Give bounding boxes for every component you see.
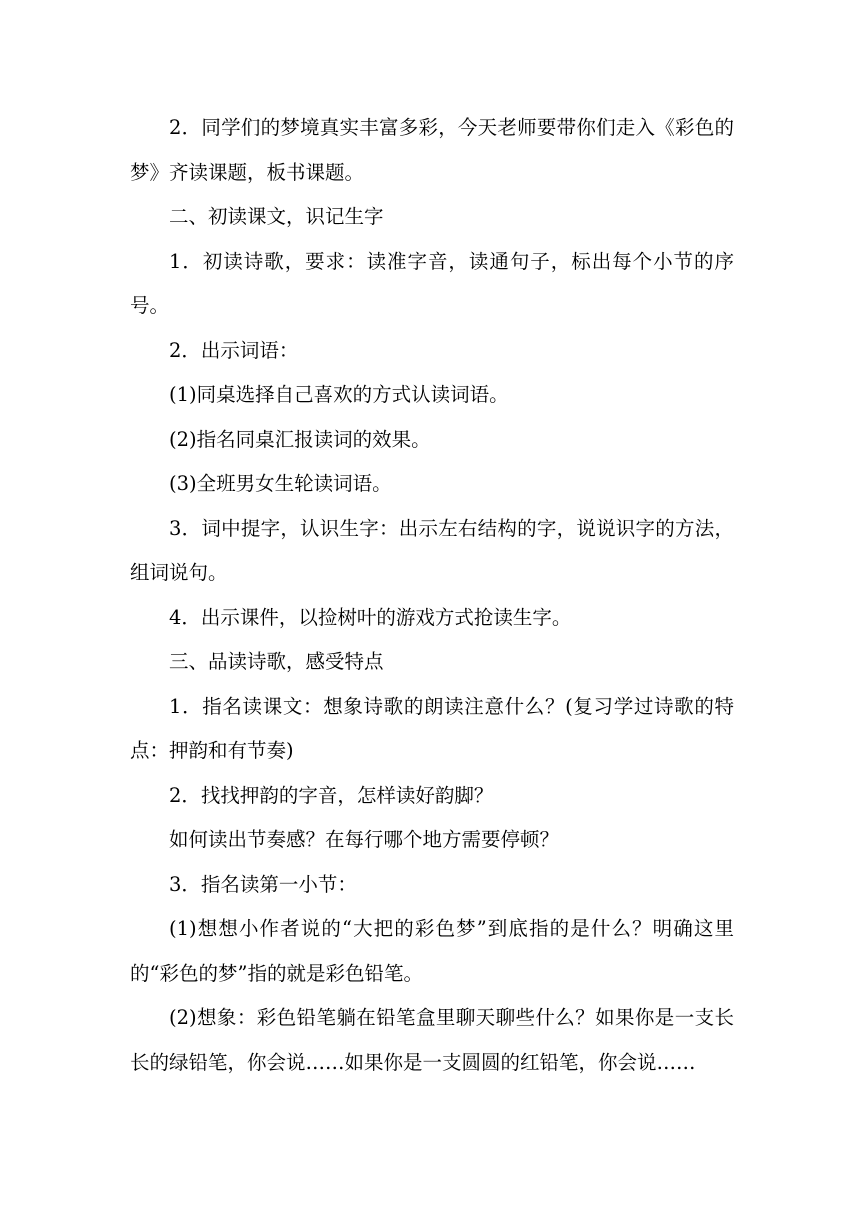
- paragraph-step-2-intro: 2．同学们的梦境真实丰富多彩，今天老师要带你们走入《彩色的梦》齐读课题，板书课题。: [130, 116, 734, 184]
- paragraph-first-stanza: 3．指名读第一小节：: [169, 872, 357, 896]
- paragraph-courseware-game: 4．出示课件，以捡树叶的游戏方式抢读生字。: [169, 605, 572, 629]
- document-body: [130, 106, 734, 1085]
- paragraph-sub-2: (2)指名同桌汇报读词的效果。: [169, 427, 431, 451]
- paragraph-sub-1: (1)同桌选择自己喜欢的方式认读词语。: [169, 383, 509, 406]
- paragraph-rhyme: 2．找找押韵的字音，怎样读好韵脚？: [169, 783, 494, 807]
- paragraph-show-words: 2．出示词语：: [169, 338, 299, 362]
- section-heading-poem-reading: 三、品读诗歌，感受特点: [169, 650, 384, 673]
- paragraph-colorful-dream-meaning: (1)想想小作者说的“大把的彩色梦”到底指的是什么？明确这里的“彩色的梦”指的就是彩色铅笔。: [130, 917, 734, 985]
- section-heading-first-reading: 二、初读课文，识记生字: [169, 205, 384, 228]
- paragraph-read-text: 1．指名读课文：想象诗歌的朗读注意什么？(复习学过诗歌的特点：押韵和有节奏): [130, 694, 734, 762]
- paragraph-imagine-pencils: (2)想象：彩色铅笔躺在铅笔盒里聊天聊些什么？如果你是一支长长的绿铅笔，你会说……如果你是一支圆圆的红铅笔，你会说……: [130, 1006, 734, 1074]
- paragraph-first-reading-requirements: 1．初读诗歌，要求：读准字音，读通句子，标出每个小节的序号。: [130, 249, 734, 317]
- paragraph-sub-3: (3)全班男女生轮读词语。: [169, 472, 392, 495]
- paragraph-rhythm: 如何读出节奏感？在每行哪个地方需要停顿？: [169, 828, 560, 851]
- paragraph-extract-characters: 3．词中提字，认识生字：出示左右结构的字，说说识字的方法，组词说句。: [130, 516, 734, 584]
